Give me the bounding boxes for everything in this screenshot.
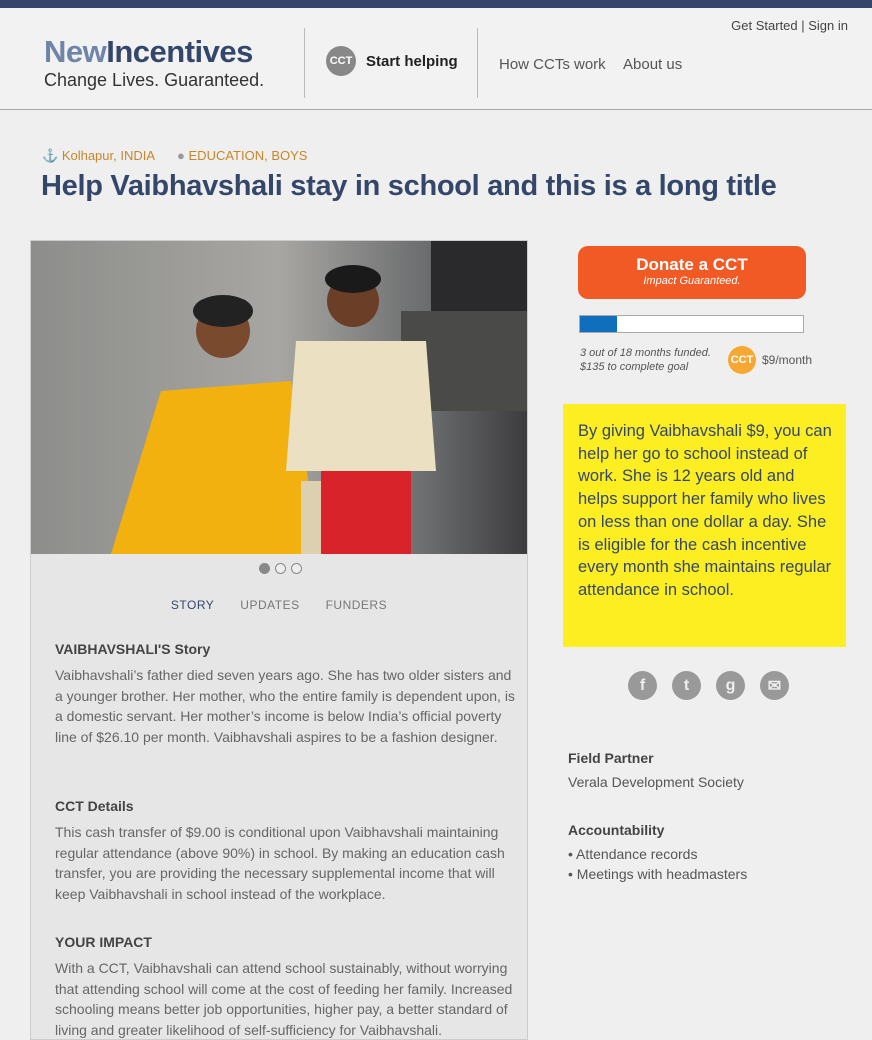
divider (304, 28, 305, 98)
tags-text: EDUCATION, BOYS (188, 148, 308, 163)
site-header (0, 8, 872, 110)
cct-details-section (55, 798, 515, 904)
photo-illustration (31, 241, 527, 554)
section-title: CCT Details (55, 798, 134, 814)
twitter-icon[interactable]: t (672, 671, 701, 700)
share-buttons (628, 671, 789, 700)
funding-status (580, 346, 711, 374)
field-partner (568, 750, 744, 790)
section-title: VAIBHAVSHALI'S Story (55, 641, 211, 657)
field-partner-name: Verala Development Society (568, 774, 744, 790)
field-partner-label: Field Partner (568, 750, 654, 766)
divider (477, 28, 478, 98)
accountability-label: Accountability (568, 822, 665, 838)
donate-sub: Impact Guaranteed. (643, 275, 741, 287)
progress-fill (580, 316, 617, 332)
location-icon: ⚓ (42, 148, 59, 163)
project-meta (42, 148, 307, 164)
carousel-dot[interactable] (259, 563, 270, 574)
section-body: Vaibhavshali’s father died seven years ago. She has two older sisters and a younger brother. Her mother, who the entire family is dependent upon, is a domestic servant. Her mother’s income is below India’s official poverty line of $26.10 per month. Vaibhavshali aspires to be a fashion designer. (55, 667, 515, 745)
list-item: • Meetings with headmasters (568, 866, 748, 882)
location (42, 148, 155, 164)
tagline: Change Lives. Guaranteed. (44, 70, 265, 90)
list-item-text: Attendance records (576, 846, 698, 862)
email-icon[interactable]: ✉ (760, 671, 789, 700)
page-title: Help Vaibhavshali stay in school and this is a long title (41, 170, 777, 202)
location-text: Kolhapur, INDIA (61, 148, 156, 163)
funding-progress-bar (579, 315, 804, 333)
remaining-text: $135 to complete goal (580, 361, 689, 373)
donate-label: Donate a CCT (636, 255, 748, 274)
impact-section (55, 934, 515, 1040)
monthly-rate (728, 346, 812, 374)
cct-icon: CCT (728, 346, 756, 374)
donate-button[interactable] (578, 246, 806, 299)
top-accent-bar (0, 0, 872, 8)
carousel-dots (259, 563, 302, 574)
section-title: YOUR IMPACT (55, 934, 152, 950)
get-started-sign-in-link[interactable]: Get Started | Sign in (731, 18, 848, 33)
google-plus-icon[interactable]: g (716, 671, 745, 700)
funded-text: 3 out of 18 months funded. (580, 347, 711, 359)
facebook-icon[interactable]: f (628, 671, 657, 700)
project-photo[interactable] (31, 241, 527, 554)
logo-new: New (44, 34, 107, 69)
nav-about-us[interactable]: About us (623, 56, 683, 73)
tab-story[interactable]: STORY (170, 598, 215, 612)
list-item-text: Meetings with headmasters (576, 866, 748, 882)
start-helping-label: Start helping (366, 52, 458, 70)
summary-box: By giving Vaibhavshali $9, you can help her go to school instead of work. She is 12 years old and helps support her family who lives on less than one dollar a day. She is eligible for the cash incentive every month she maintains regular attendance in school. (563, 404, 846, 647)
carousel-dot[interactable] (275, 563, 286, 574)
story-section (55, 641, 515, 747)
logo-incentives: Incentives (106, 34, 253, 69)
cct-icon: CCT (326, 46, 356, 76)
rate-text: $9/month (762, 353, 813, 367)
section-body: With a CCT, Vaibhavshali can attend school sustainably, without worrying that attending school will come at the cost of feeding her family. Increased schooling means better job opportunities, higher pay, a better standard of living and greater likelihood of self-sufficiency for Vaibhavshali. (55, 960, 513, 1038)
accountability (568, 822, 747, 884)
section-body: This cash transfer of $9.00 is conditional upon Vaibhavshali maintaining regular attendance (above 90%) in school. By making an education cash transfer, you are providing the necessary supplemental income that will keep Vaibhavshali in school instead of the workplace. (55, 824, 505, 902)
tag-icon: ● (177, 148, 185, 163)
tags (177, 148, 307, 164)
tab-funders[interactable]: FUNDERS (325, 598, 388, 612)
story-card (30, 240, 528, 1040)
tab-updates[interactable]: UPDATES (240, 598, 300, 612)
start-helping-link[interactable] (326, 46, 458, 76)
story-tabs (31, 598, 527, 612)
logo[interactable] (44, 34, 253, 70)
list-item: • Attendance records (568, 846, 698, 862)
nav-how-ccts-work[interactable]: How CCTs work (499, 56, 606, 73)
carousel-dot[interactable] (291, 563, 302, 574)
